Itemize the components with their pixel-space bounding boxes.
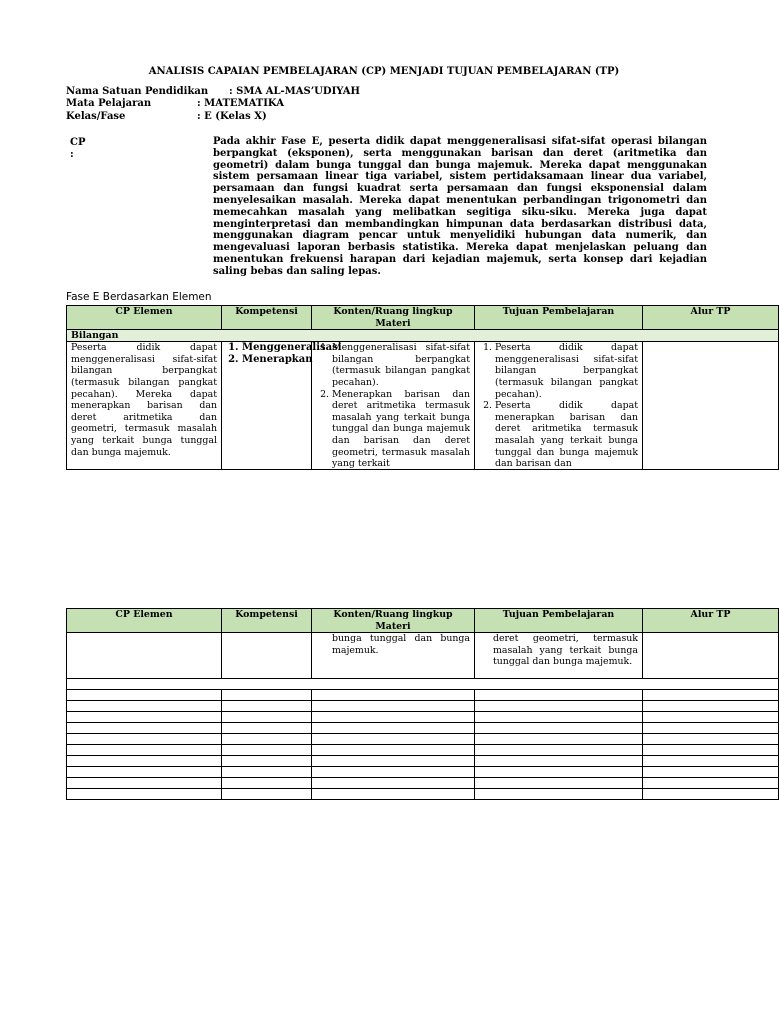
cell-kompetensi [226,342,342,469]
document-title: ANALISIS CAPAIAN PEMBELAJARAN (CP) MENJADI TUJUAN PEMBELAJARAN (TP) [148,66,620,77]
table-row-empty [67,734,779,745]
list-item: 1. Peserta didik dapat menggeneralisasi sifat-sifat bilangan berpangkat (termasuk bilangan pangkat pecahan). [495,342,638,400]
header-konten: Konten/Ruang lingkup Materi [312,609,475,633]
cell-cp-elemen: Peserta didik dapat menggeneralisasi sifat-sifat bilangan berpangkat (termasuk bilangan pangkat pecahan). Mereka dapat menerapkan barisan dan deret aritmetika dan geometri, termasuk masalah yang terkait bunga tunggal dan bunga majemuk. [71,342,217,458]
header-cp-elemen: CP Elemen [67,306,222,330]
cell-konten [316,342,470,469]
list-item: 1. Menggeneralisasi sifat-sifat bilangan berpangkat (termasuk bilangan pangkat pecahan). [332,342,470,388]
cell-cp-elemen [71,633,217,678]
section-label: Fase E Berdasarkan Elemen [66,291,212,303]
table-row-empty [67,712,779,723]
table-row-empty [67,679,779,690]
table-header-row [67,306,779,330]
group-label: Bilangan [67,330,779,342]
info-value: : MATEMATIKA [197,98,284,109]
cell-kompetensi [226,633,307,678]
info-value: : SMA AL-MAS’UDIYAH [229,86,360,97]
table-row-empty [67,756,779,767]
table-row-empty [67,690,779,701]
table-row [67,342,779,470]
info-label: Mata Pelajaran [66,98,152,109]
table-row-empty [67,745,779,756]
info-value: : E (Kelas X) [197,111,267,122]
info-label: Kelas/Fase [66,111,126,122]
table-row-empty [67,701,779,712]
list-item: 2. Menerapkan [242,354,307,366]
cp-table-2 [66,608,779,800]
header-alur-tp: Alur TP [643,609,779,633]
table-row-empty [67,767,779,778]
cp-label-text: CP [70,137,86,148]
list-item: 2. Peserta didik dapat menerapkan barisan dan deret aritmetika termasuk masalah yang terkait bunga tunggal dan bunga majemuk dan barisan dan [495,400,638,470]
header-cp-elemen: CP Elemen [67,609,222,633]
header-tujuan: Tujuan Pembelajaran [475,306,643,330]
cell-konten: bunga tunggal dan bunga majemuk. [332,633,470,656]
cell-tujuan [479,342,638,469]
header-alur-tp: Alur TP [643,306,779,330]
table-row-empty [67,789,779,800]
header-kompetensi: Kompetensi [222,306,312,330]
table-row-empty [67,778,779,789]
cp-table-1 [66,305,779,470]
cell-tujuan: deret geometri, termasuk masalah yang terkait bunga tunggal dan bunga majemuk. [493,633,638,668]
cp-label-colon: : [70,149,74,160]
table-row [67,633,779,679]
info-label: Nama Satuan Pendidikan [66,86,209,97]
table-header-row [67,609,779,633]
group-row [67,330,779,342]
header-kompetensi: Kompetensi [222,609,312,633]
cell-alur-tp [647,633,774,678]
cp-description: Pada akhir Fase E, peserta didik dapat menggeneralisasi sifat-sifat operasi bilangan berpangkat (eksponen), serta menggunakan barisan dan deret (aritmetika dan geometri) dalam bunga tunggal dan bunga majemuk. Mereka dapat menggunakan sistem persamaan linear tiga variabel, sistem pertidaksamaan linear dua variabel, persamaan dan fungsi kuadrat serta persamaan dan fungsi eksponensial dalam menyelesaikan masalah. Mereka dapat menentukan perbandingan trigonometri dan memecahkan masalah yang melibatkan segitiga siku-siku. Mereka juga dapat menginterpretasi dan membandingkan himpunan data berdasarkan distribusi data, menggunakan diagram pencar untuk menyelidiki hubungan data numerik, dan mengevaluasi laporan berbasis statistika. Mereka dapat menjelaskan peluang dan menentukan frekuensi harapan dari kejadian majemuk, serta konsep dari kejadian saling bebas dan saling lepas. [213,136,707,277]
header-konten: Konten/Ruang lingkup Materi [312,306,475,330]
cp-label [70,137,85,161]
list-item: 2. Menerapkan barisan dan deret aritmetika termasuk masalah yang terkait bunga tunggal dan bunga majemuk dan barisan dan deret geometri, termasuk masalah yang terkait [332,389,470,470]
list-item: 1. Menggeneralisasi [242,342,307,354]
cell-alur-tp [647,342,774,469]
table-row-empty [67,723,779,734]
header-tujuan: Tujuan Pembelajaran [475,609,643,633]
